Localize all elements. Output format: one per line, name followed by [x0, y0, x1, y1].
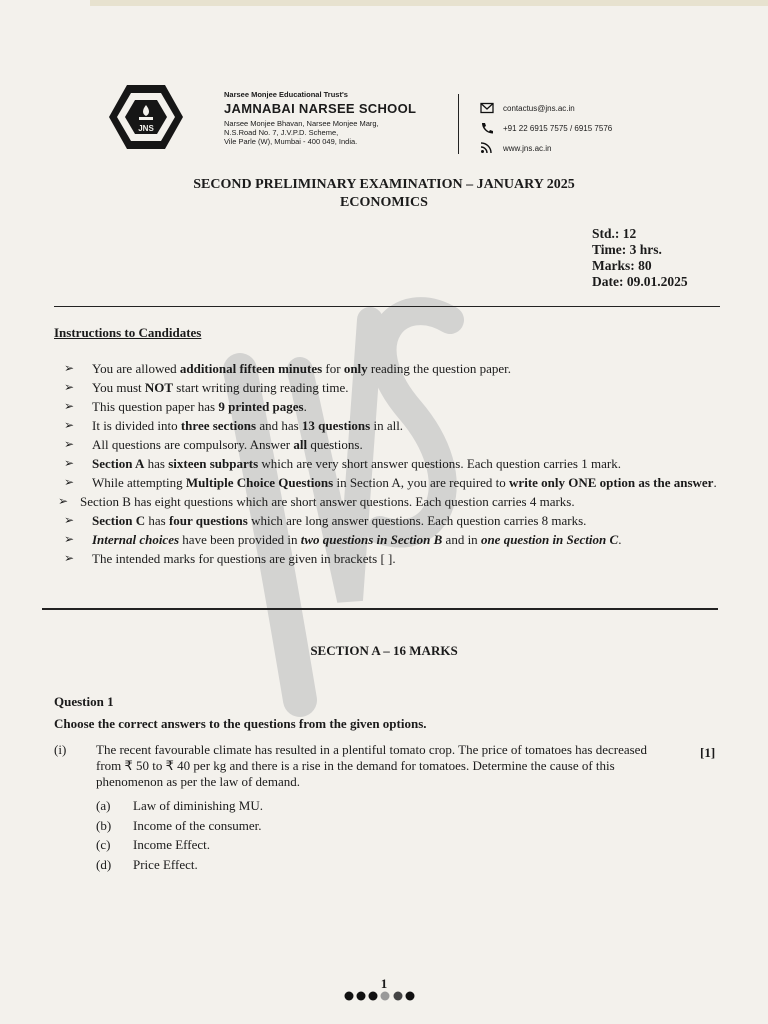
- instruction-item: [62, 379, 728, 396]
- arrow-bullet-icon: ➢: [64, 380, 75, 394]
- exam-meta: [592, 226, 688, 290]
- email-text[interactable]: contactus@jns.ac.in: [503, 103, 575, 113]
- arrow-bullet-icon: ➢: [64, 551, 75, 565]
- phone-text: +91 22 6915 7575 / 6915 7576: [503, 123, 613, 133]
- arrow-bullet-icon: ➢: [64, 532, 75, 546]
- instruction-text: in Section A, you are required to: [333, 475, 510, 490]
- exam-subject: ECONOMICS: [340, 195, 428, 210]
- address-line: Vile Parle (W), Mumbai - 400 049, India.: [224, 137, 358, 146]
- option-text: Income of the consumer.: [133, 817, 262, 833]
- instruction-text: It is divided into: [92, 418, 181, 433]
- option-label: (b): [96, 817, 112, 833]
- instruction-text: Internal choices: [92, 532, 180, 547]
- instruction-text: have been provided in: [179, 532, 301, 547]
- top-edge-strip: [90, 0, 768, 6]
- phone-icon: [480, 122, 494, 134]
- option-label: (c): [96, 837, 111, 852]
- header-divider: [458, 94, 459, 154]
- logo-text: JNS: [138, 124, 154, 133]
- instruction-item: [62, 512, 728, 529]
- instruction-text: 9 printed pages: [218, 399, 304, 414]
- instruction-text: You must: [92, 380, 145, 395]
- mail-icon: [480, 102, 494, 114]
- arrow-bullet-icon: ➢: [58, 494, 69, 508]
- exam-title: SECOND PRELIMINARY EXAMINATION – JANUARY 2025: [193, 177, 575, 192]
- time: Time: 3 hrs.: [592, 242, 662, 257]
- instruction-text: Section C: [92, 513, 146, 528]
- arrow-bullet-icon: ➢: [64, 513, 75, 527]
- instruction-text: has: [145, 513, 169, 528]
- instruction-item: [62, 417, 728, 434]
- contact-email: [480, 98, 612, 118]
- instruction-item: [62, 550, 728, 567]
- instruction-item: [62, 455, 728, 472]
- instruction-item: [62, 398, 728, 415]
- instruction-text: write only ONE option as the answer: [509, 475, 714, 490]
- instruction-text: questions.: [307, 437, 363, 452]
- school-name: JAMNABAI NARSEE SCHOOL: [224, 101, 417, 116]
- instruction-text: all: [293, 437, 308, 452]
- instruction-text: .: [618, 532, 622, 547]
- option-b: [96, 818, 263, 838]
- option-label: (a): [96, 798, 111, 813]
- instruction-text: The intended marks for questions are given in brackets [ ].: [92, 551, 396, 566]
- instruction-text: This question paper has: [92, 399, 219, 414]
- instruction-text: While attempting: [92, 475, 186, 490]
- school-logo: [108, 83, 184, 151]
- website-text[interactable]: www.jns.ac.in: [503, 143, 552, 153]
- arrow-bullet-icon: ➢: [64, 475, 75, 489]
- arrow-bullet-icon: ➢: [64, 456, 75, 470]
- contact-info: [480, 98, 612, 158]
- instruction-text: reading the question paper.: [367, 361, 511, 376]
- instruction-text: which are long answer questions. Each question carries 8 marks.: [247, 513, 587, 528]
- page-number: 1: [380, 976, 388, 991]
- contact-phone: [480, 118, 612, 138]
- option-d: [96, 857, 263, 877]
- marks: Marks: 80: [592, 258, 652, 273]
- instruction-text: which are very short answer questions. Each question carries 1 mark.: [258, 456, 621, 471]
- instruction-text: 13 questions: [301, 418, 371, 433]
- instructions-list: [58, 360, 728, 569]
- instruction-item: [62, 360, 728, 377]
- arrow-bullet-icon: ➢: [64, 418, 75, 432]
- instruction-text: two questions in Section B: [300, 532, 443, 547]
- instruction-text: and has: [256, 418, 302, 433]
- instruction-text: one question in Section C: [480, 532, 619, 547]
- instruction-text: Section A: [92, 456, 145, 471]
- arrow-bullet-icon: ➢: [64, 399, 75, 413]
- subquestion-number: (i): [54, 742, 67, 757]
- question-title: Question 1: [54, 694, 114, 709]
- instruction-text: You are allowed: [92, 361, 180, 376]
- question-instruction: Choose the correct answers to the questions from the given options.: [54, 716, 427, 731]
- section-heading: SECTION A – 16 MARKS: [310, 643, 458, 658]
- address-line: Narsee Monjee Bhavan, Narsee Monjee Marg,: [224, 119, 379, 128]
- divider-line: [42, 608, 718, 610]
- instruction-text: three sections: [180, 418, 257, 433]
- option-text: Price Effect.: [133, 856, 198, 872]
- instruction-item: [56, 493, 728, 510]
- subquestion-marks: [1]: [700, 745, 716, 760]
- subquestion-text: The recent favourable climate has resulted in a plentiful tomato crop. The price of tomatoes has decreased from ₹ 50 to ₹ 40 per kg and there is a rise in the demand for tomatoes. Determine the cause of this phenomenon as per the law of demand.: [96, 742, 647, 789]
- rss-icon: [480, 142, 494, 154]
- option-text: Law of diminishing MU.: [133, 798, 263, 813]
- instruction-text: and in: [442, 532, 481, 547]
- instruction-text: NOT: [144, 380, 174, 395]
- footer-dots: [343, 990, 429, 1002]
- address-line: N.S.Road No. 7, J.V.P.D. Scheme,: [224, 128, 339, 137]
- divider-line: [54, 306, 720, 307]
- contact-website: [480, 138, 612, 158]
- option-c: [96, 837, 263, 857]
- instruction-text: sixteen subparts: [168, 456, 259, 471]
- instruction-text: .: [713, 475, 717, 490]
- option-text: Income Effect.: [133, 837, 210, 852]
- instruction-text: start writing during reading time.: [173, 380, 349, 395]
- arrow-bullet-icon: ➢: [64, 437, 75, 451]
- option-a: [96, 798, 263, 818]
- instruction-text: four questions: [168, 513, 248, 528]
- instruction-item: [62, 531, 728, 548]
- instruction-text: for: [322, 361, 344, 376]
- instruction-text: in all.: [370, 418, 404, 433]
- instruction-text: has: [144, 456, 169, 471]
- trust-name: Narsee Monjee Educational Trust's: [224, 90, 348, 99]
- option-label: (d): [96, 856, 112, 872]
- arrow-bullet-icon: ➢: [64, 361, 75, 375]
- instruction-text: Multiple Choice Questions: [185, 475, 334, 490]
- instruction-text: additional fifteen minutes: [179, 361, 323, 376]
- instructions-title: Instructions to Candidates: [54, 325, 202, 340]
- instruction-item: [62, 474, 728, 491]
- std: Std.: 12: [592, 226, 637, 241]
- options-list: [96, 798, 263, 876]
- instruction-text: Section B has eight questions which are short answer questions. Each question carries 4 marks.: [80, 494, 575, 509]
- school-address: [224, 119, 454, 146]
- instruction-item: [62, 436, 728, 453]
- instruction-text: .: [303, 399, 307, 414]
- school-info: [224, 90, 454, 146]
- date: Date: 09.01.2025: [592, 274, 688, 289]
- instruction-text: All questions are compulsory. Answer: [92, 437, 294, 452]
- instruction-text: only: [343, 361, 368, 376]
